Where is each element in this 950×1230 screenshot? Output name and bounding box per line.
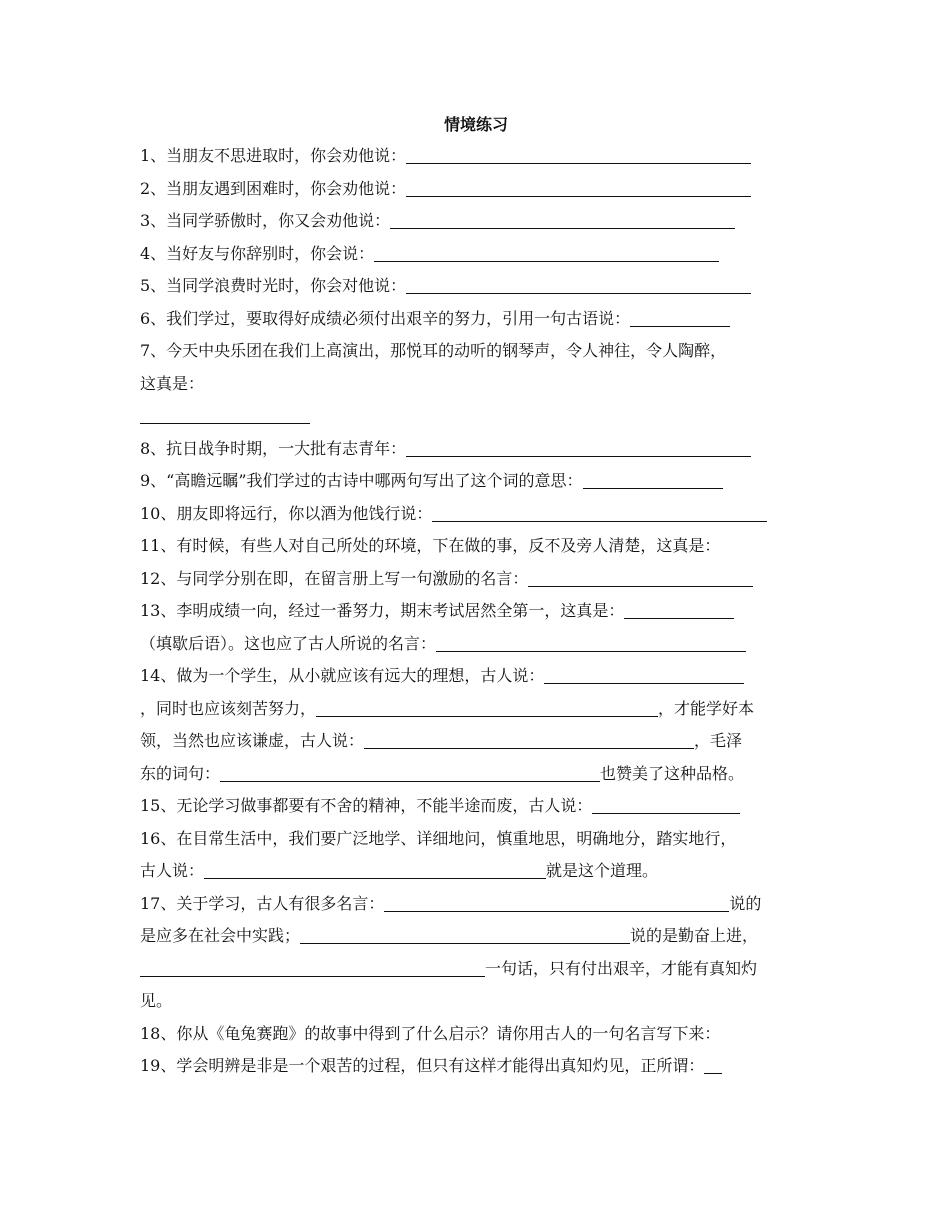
answer-blank[interactable] [624, 602, 734, 619]
question-10 [140, 498, 812, 531]
question-text: 14、做为一个学生，从小就应该有远大的理想，古人说： [140, 666, 545, 685]
answer-blank[interactable] [316, 700, 658, 717]
question-text: 9、“高瞻远瞩”我们学过的古诗中哪两句写出了这个词的意思： [140, 471, 583, 490]
question-17-cont-2 [140, 953, 812, 986]
question-13-cont [140, 628, 812, 661]
question-17-cont-3 [140, 985, 812, 1018]
question-8 [140, 433, 812, 466]
question-13 [140, 595, 812, 628]
question-text: 8、抗日战争时期，一大批有志青年： [140, 438, 407, 458]
answer-blank[interactable] [592, 797, 740, 814]
answer-blank[interactable] [140, 960, 485, 977]
answer-blank[interactable] [583, 472, 723, 489]
page-title: 情境练习 [443, 115, 508, 134]
question-text: 这真是： [140, 373, 205, 393]
question-17 [140, 888, 812, 921]
question-16-cont [140, 855, 812, 888]
question-text: 说的 [729, 893, 762, 913]
answer-blank[interactable] [436, 635, 746, 652]
question-text: 19、学会明辨是非是一个艰苦的过程，但只有这样才能得出真知灼见，正所谓： [140, 1056, 705, 1075]
question-7-answer [140, 400, 812, 433]
question-1 [140, 140, 812, 173]
question-text: 11、有时候，有些人对自己所处的环境，下在做的事，反不及旁人清楚，这真是： [140, 536, 721, 555]
question-text: 领，当然也应该谦虚，古人说： [140, 731, 365, 750]
answer-blank[interactable] [528, 570, 753, 587]
question-text: 东的词句： [140, 763, 221, 783]
question-text: 13、李明成绩一向，经过一番努力，期末考试居然全第一，这真是： [140, 601, 625, 620]
question-text: 10、朋友即将远行，你以酒为他饯行说： [140, 503, 433, 523]
question-19 [140, 1050, 812, 1083]
question-text: 12、与同学分别在即，在留言册上写一句激励的名言： [140, 568, 529, 588]
question-text: 古人说： [140, 861, 205, 880]
answer-blank[interactable] [406, 147, 751, 164]
question-text: 是应多在社会中实践； [140, 926, 301, 945]
answer-blank[interactable] [406, 180, 751, 197]
question-text: ，才能学好本 [658, 698, 755, 718]
answer-blank[interactable] [384, 895, 729, 912]
question-17-cont-1 [140, 920, 812, 953]
question-text: （填歇后语）。这也应了古人所说的名言： [140, 633, 437, 653]
question-text: 一句话，只有付出艰辛，才能有真知灼 [485, 958, 758, 978]
question-text: 见。 [140, 991, 173, 1010]
question-6 [140, 303, 812, 336]
answer-blank[interactable] [364, 732, 694, 749]
question-text: 17、关于学习，古人有很多名言： [140, 893, 385, 913]
question-text: ，同时也应该刻苦努力， [140, 698, 317, 718]
question-text: 5、当同学浪费时光时，你会对他说： [140, 276, 407, 295]
question-text: 说的是勤奋上进， [630, 926, 759, 945]
question-7-cont [140, 368, 812, 401]
answer-blank[interactable] [704, 1057, 722, 1074]
question-text: 2、当朋友遇到困难时，你会劝他说： [140, 178, 407, 198]
question-14-cont-1 [140, 693, 812, 726]
answer-blank[interactable] [140, 407, 310, 424]
question-text: 1、当朋友不思进取时，你会劝他说： [140, 146, 407, 165]
question-3 [140, 205, 812, 238]
question-5 [140, 270, 812, 303]
answer-blank[interactable] [406, 277, 751, 294]
question-text: 也赞美了这种品格。 [600, 763, 745, 783]
question-text: 就是这个道理。 [546, 861, 659, 880]
answer-blank[interactable] [390, 212, 735, 229]
answer-blank[interactable] [204, 862, 546, 879]
question-14-cont-3 [140, 758, 812, 791]
question-18 [140, 1018, 812, 1051]
question-text: 6、我们学过，要取得好成绩必须付出艰辛的努力，引用一句古语说： [140, 308, 631, 328]
question-14 [140, 660, 812, 693]
answer-blank[interactable] [544, 667, 744, 684]
question-12 [140, 563, 812, 596]
question-9 [140, 465, 812, 498]
question-text: ，毛泽 [694, 731, 743, 750]
question-text: 18、你从《龟兔赛跑》的故事中得到了什么启示？请你用古人的一句名言写下来： [140, 1023, 721, 1043]
answer-blank[interactable] [220, 765, 600, 782]
answer-blank[interactable] [300, 927, 630, 944]
question-text: 15、无论学习做事都要有不舍的精神，不能半途而废，古人说： [140, 796, 593, 815]
question-7 [140, 335, 812, 368]
question-text: 3、当同学骄傲时，你又会劝他说： [140, 211, 391, 230]
question-text: 16、在目常生活中，我们要广泛地学、详细地问，慎重地思，明确地分，踏实地行， [140, 828, 737, 848]
question-14-cont-2 [140, 725, 812, 758]
question-2 [140, 173, 812, 206]
question-4 [140, 238, 812, 271]
worksheet [140, 110, 812, 1083]
question-15 [140, 790, 812, 823]
question-text: 4、当好友与你辞别时，你会说： [140, 243, 375, 263]
answer-blank[interactable] [374, 245, 719, 262]
answer-blank[interactable] [432, 505, 767, 522]
question-text: 7、今天中央乐团在我们上高演出，那悦耳的动听的钢琴声，令人神往，令人陶醉， [140, 341, 727, 360]
answer-blank[interactable] [406, 440, 751, 457]
question-16 [140, 823, 812, 856]
answer-blank[interactable] [630, 310, 730, 327]
question-11 [140, 530, 812, 563]
